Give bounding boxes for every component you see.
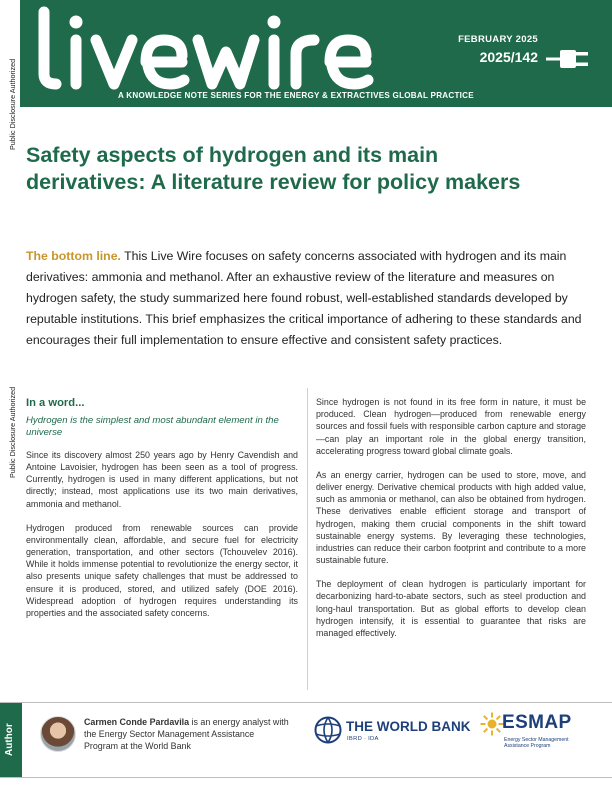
- footer-bottom-divider: [0, 777, 612, 778]
- author-name: Carmen Conde Pardavila: [84, 717, 190, 727]
- esmap-subtitle: Energy Sector Management Assistance Program: [504, 737, 569, 749]
- right-paragraph-1: Since hydrogen is not found in its free form in nature, it must be produced. Clean hydrogen—produced from renewable energy sources and fossil fuels with responsible carbon capture and storage—can play an important role in the global energy transition, accelerating progress toward global climate goals.: [316, 397, 586, 456]
- world-bank-name: THE WORLD BANK: [346, 719, 471, 734]
- esmap-sun-icon: [480, 712, 504, 736]
- series-tagline: A KNOWLEDGE NOTE SERIES FOR THE ENERGY & EXTRACTIVES GLOBAL PRACTICE: [118, 91, 474, 100]
- footer-divider: [0, 702, 612, 703]
- masthead: [20, 0, 612, 107]
- livewire-logo: [30, 4, 450, 94]
- issue-number: 2025/142: [479, 49, 538, 65]
- in-a-word-heading: In a word...: [26, 397, 85, 409]
- issue-date: FEBRUARY 2025: [458, 34, 538, 45]
- disclosure-label-middle: Public Disclosure Authorized: [8, 386, 17, 478]
- in-a-word-subheading: Hydrogen is the simplest and most abundant element in the universe: [26, 415, 279, 439]
- world-bank-globe-icon: [314, 716, 342, 744]
- electric-plug-icon: [546, 46, 596, 72]
- esmap-name: ESMAP: [502, 712, 572, 733]
- disclosure-label-top: Public Disclosure Authorized: [8, 58, 17, 150]
- author-description: is an energy analyst with the Energy Sector Management Assistance Program at the World Bank: [84, 717, 289, 752]
- right-column: [316, 396, 586, 651]
- author-bio: [84, 716, 289, 753]
- author-label: Author: [4, 723, 15, 756]
- world-bank-subtitle: IBRD · IDA: [347, 736, 379, 742]
- bottom-line-summary: [26, 246, 586, 351]
- left-paragraph-1: Since its discovery almost 250 years ago by Henry Cavendish and Antoine Lavoisier, hydrogen has been seen as a tool of progress. Currently, hydrogen is used in many different applications, but not directly; instead, most applications use its two main derivatives, ammonia and methanol.: [26, 449, 298, 509]
- right-paragraph-2: As an energy carrier, hydrogen can be used to store, move, and deliver energy. Derivative chemical products with high added value, such as ammonia or methanol, can also be obtained from hydrogen. These derivatives enable efficient storage and transport of hydrogen, making them crucial components in the shift toward sustainable energy systems. By leveraging these technologies, industries can reduce their carbon footprint and contribute to a more sustainable future.: [316, 469, 586, 566]
- right-paragraph-3: The deployment of clean hydrogen is particularly important for decarbonizing hard-to-abate sectors, such as steel production and long-haul transportation. But as global efforts to develop clean hydrogen intensify, it is essential to guarantee that risks are managed effectively.: [316, 579, 586, 639]
- left-column: [26, 396, 298, 631]
- author-avatar: [40, 716, 76, 752]
- page-title: Safety aspects of hydrogen and its main derivatives: A literature review for policy makers: [26, 143, 521, 194]
- left-paragraph-2: Hydrogen produced from renewable sources can provide environmentally clean, affordable, and secure fuel for electricity generation, transportation, and other sectors (Tchouvelev 2016). While it holds immense potential to revolutionize the energy sector, it also presents unique safety challenges that must be addressed to ensure it is produced, stored, and utilized safely (DOE 2016). Widespread adoption of hydrogen requires understanding its properties and the associated safety concerns.: [26, 522, 298, 619]
- column-divider: [307, 388, 308, 690]
- bottom-line-text: This Live Wire focuses on safety concerns associated with hydrogen and its main derivatives: ammonia and methanol. After an exhaustive review of the literature and measures on hydrogen safety, the study summarized here found robust, well-established standards developed by reputable institutions. This brief emphasizes the critical importance of adhering to these standards and encourages their full implementation to ensure effective and consistent safety practices.: [26, 249, 582, 347]
- bottom-line-lead: The bottom line.: [26, 249, 121, 263]
